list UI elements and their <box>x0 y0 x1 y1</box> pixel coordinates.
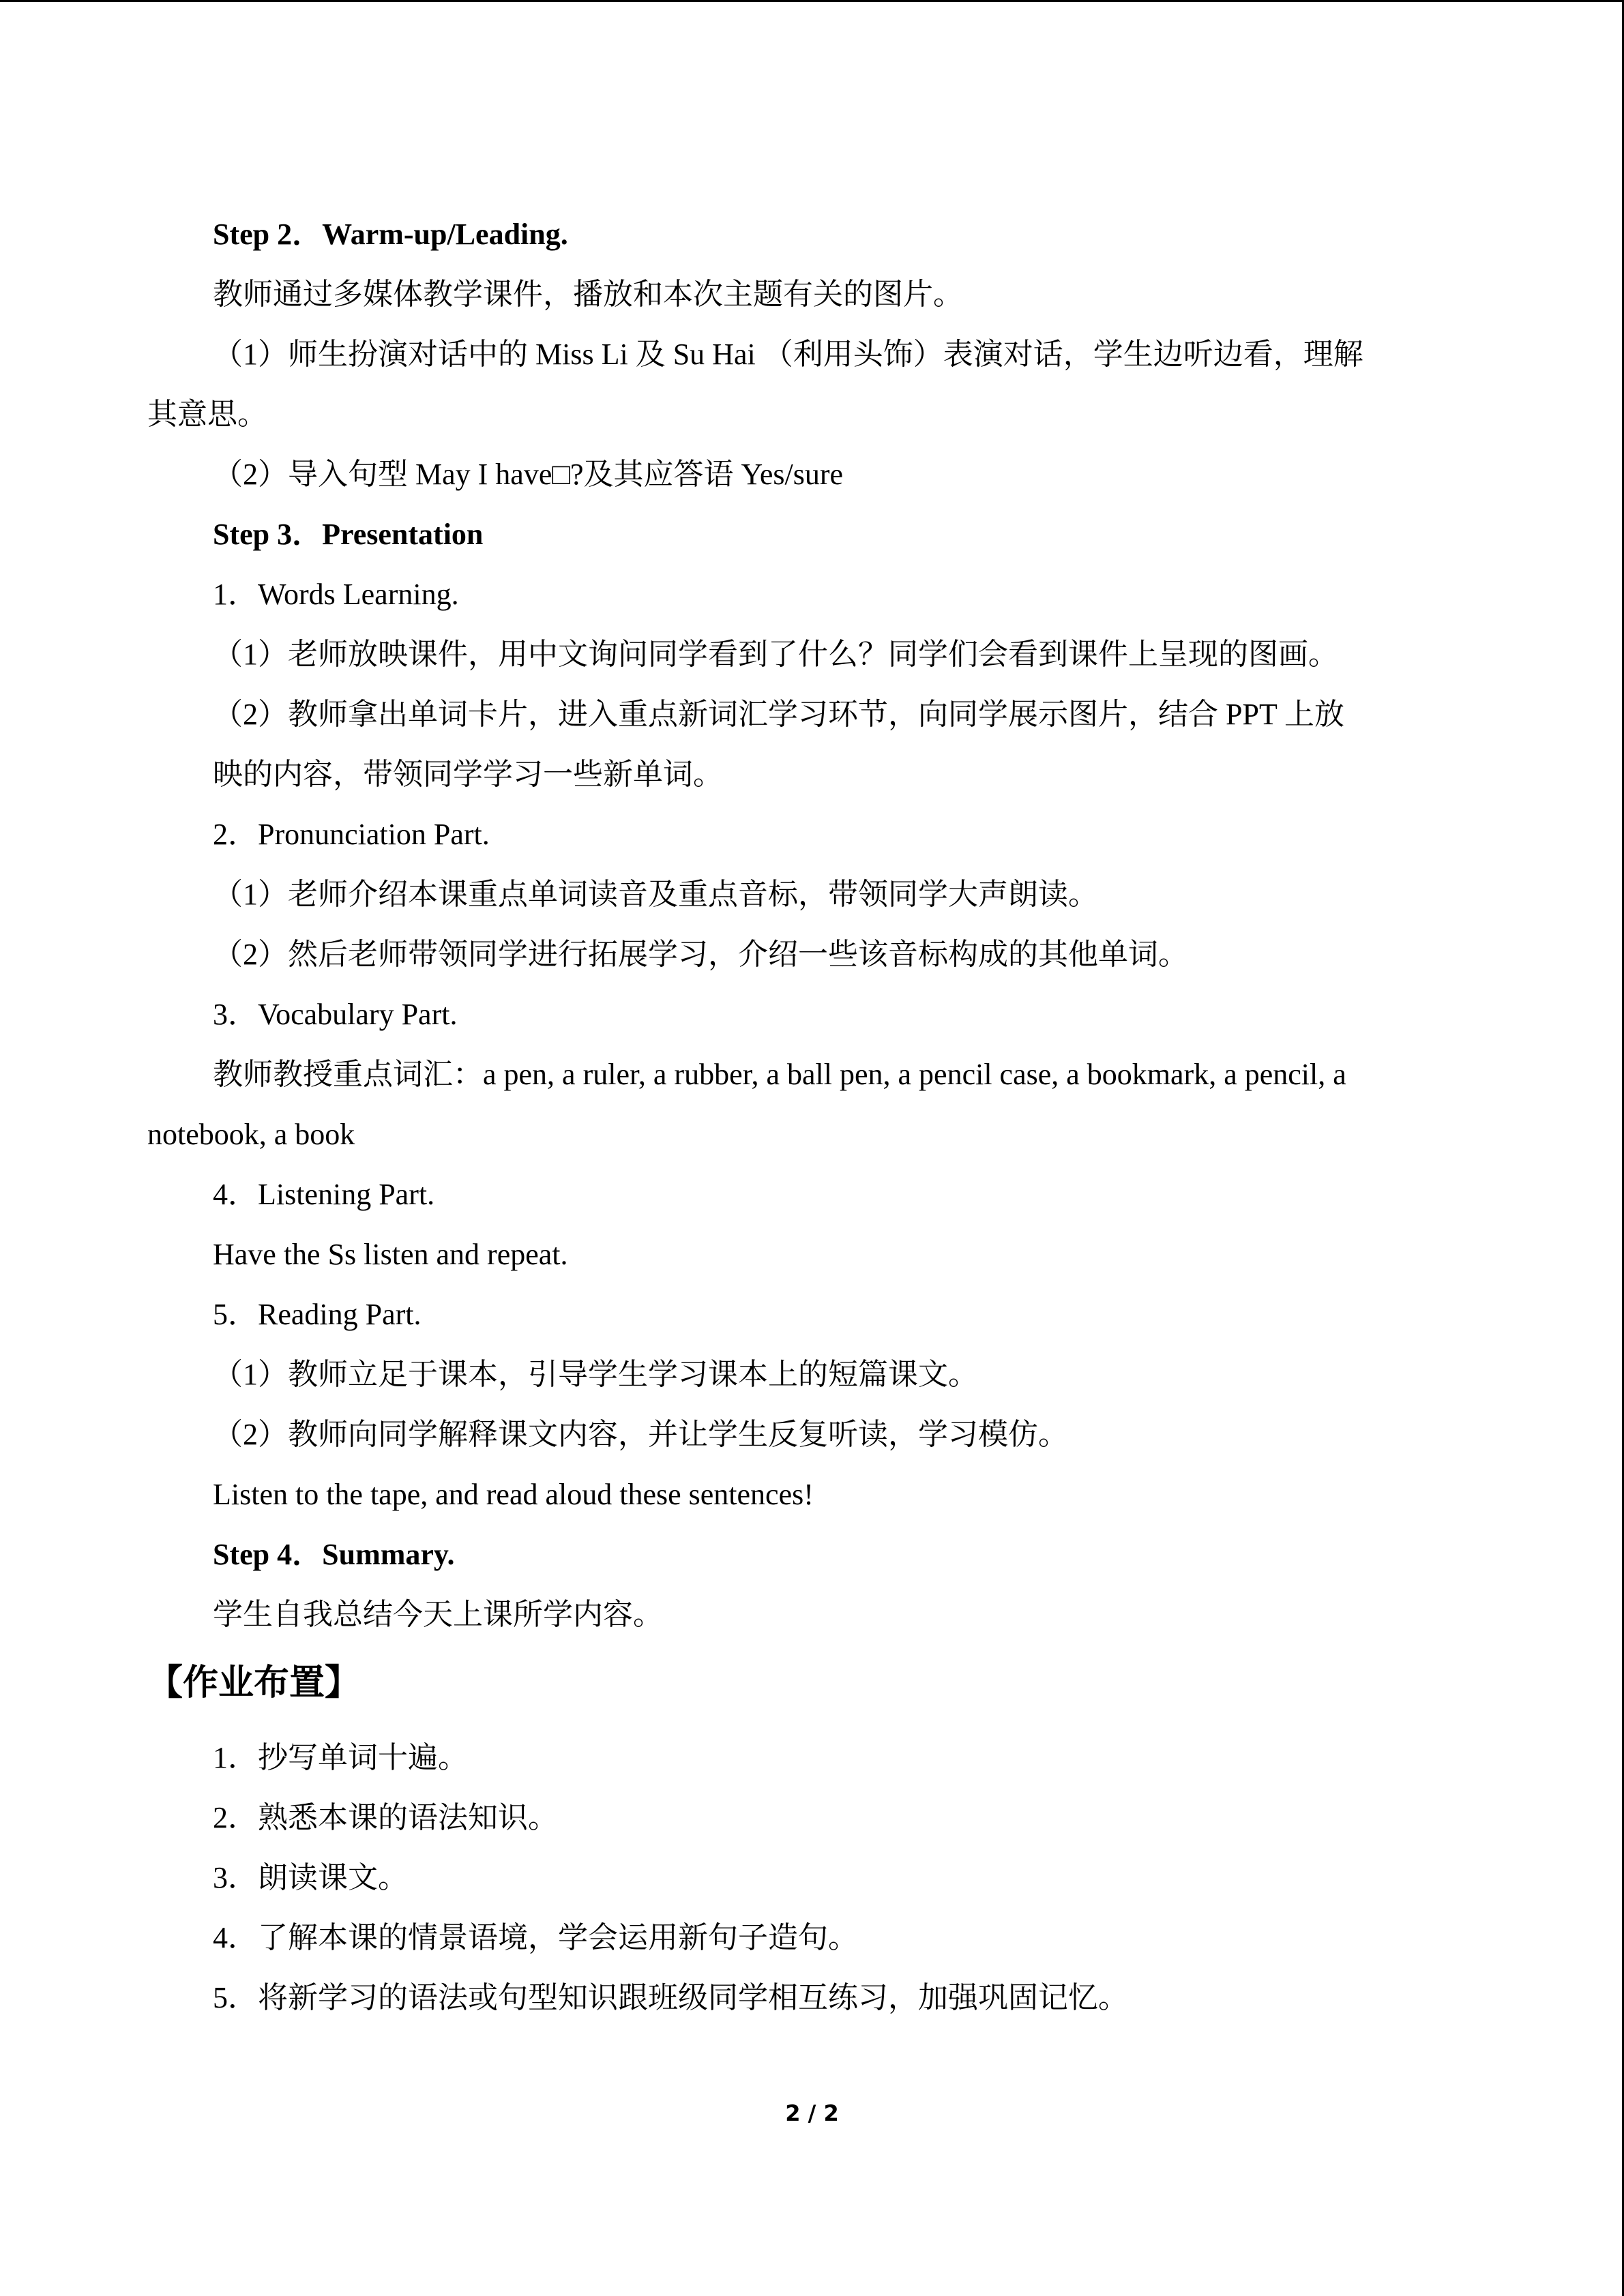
paragraph: （1）老师放映课件，用中文询问同学看到了什么？同学们会看到课件上呈现的图画。 <box>213 638 1338 671</box>
paragraph: 教师教授重点词汇：a pen, a ruler, a rubber, a ball pen, a pencil case, a bookmark, a pencil, a <box>213 1058 1346 1091</box>
step-3-heading: Step 3．Presentation <box>213 518 484 551</box>
paragraph: 教师通过多媒体教学课件，播放和本次主题有关的图片。 <box>213 278 963 311</box>
paragraph: （2）导入句型 May I have□?及其应答语 Yes/sure <box>213 458 844 491</box>
homework-heading: 【作业布置】 <box>147 1663 361 1703</box>
subheading-reading: 5．Reading Part. <box>213 1298 422 1331</box>
subheading-pronunciation: 2．Pronunciation Part. <box>213 818 490 851</box>
subheading-words-learning: 1．Words Learning. <box>213 578 459 611</box>
paragraph-continuation: notebook, a book <box>147 1118 355 1151</box>
page-number: 2 / 2 <box>785 2100 839 2126</box>
homework-item: 1．抄写单词十遍。 <box>213 1741 468 1774</box>
paragraph: （1）师生扮演对话中的 Miss Li 及 Su Hai （利用头饰）表演对话，学生边听边看，理解 <box>213 338 1363 371</box>
subheading-listening: 4．Listening Part. <box>213 1178 435 1211</box>
paragraph: （2）教师向同学解释课文内容，并让学生反复听读，学习模仿。 <box>213 1418 1068 1451</box>
homework-item: 5．将新学习的语法或句型知识跟班级同学相互练习，加强巩固记忆。 <box>213 1981 1128 2014</box>
paragraph: （2）教师拿出单词卡片，进入重点新词汇学习环节，向同学展示图片，结合 PPT 上放 <box>213 698 1345 731</box>
paragraph-continuation: 映的内容，带领同学学习一些新单词。 <box>213 758 723 791</box>
paragraph: Have the Ss listen and repeat. <box>213 1238 568 1271</box>
step-4-heading: Step 4．Summary. <box>213 1538 455 1571</box>
paragraph: 学生自我总结今天上课所学内容。 <box>213 1598 663 1631</box>
paragraph: Listen to the tape, and read aloud these sentences! <box>213 1478 814 1511</box>
homework-item: 3．朗读课文。 <box>213 1861 408 1894</box>
homework-item: 4．了解本课的情景语境，学会运用新句子造句。 <box>213 1921 858 1954</box>
paragraph: （1）教师立足于课本，引导学生学习课本上的短篇课文。 <box>213 1358 978 1391</box>
paragraph: （1）老师介绍本课重点单词读音及重点音标，带领同学大声朗读。 <box>213 878 1098 911</box>
step-2-heading: Step 2．Warm-up/Leading. <box>213 218 568 251</box>
paragraph-continuation: 其意思。 <box>147 398 267 431</box>
document-body <box>147 205 1477 2028</box>
paragraph: （2）然后老师带领同学进行拓展学习，介绍一些该音标构成的其他单词。 <box>213 938 1188 971</box>
homework-item: 2．熟悉本课的语法知识。 <box>213 1801 558 1834</box>
subheading-vocabulary: 3．Vocabulary Part. <box>213 998 458 1031</box>
